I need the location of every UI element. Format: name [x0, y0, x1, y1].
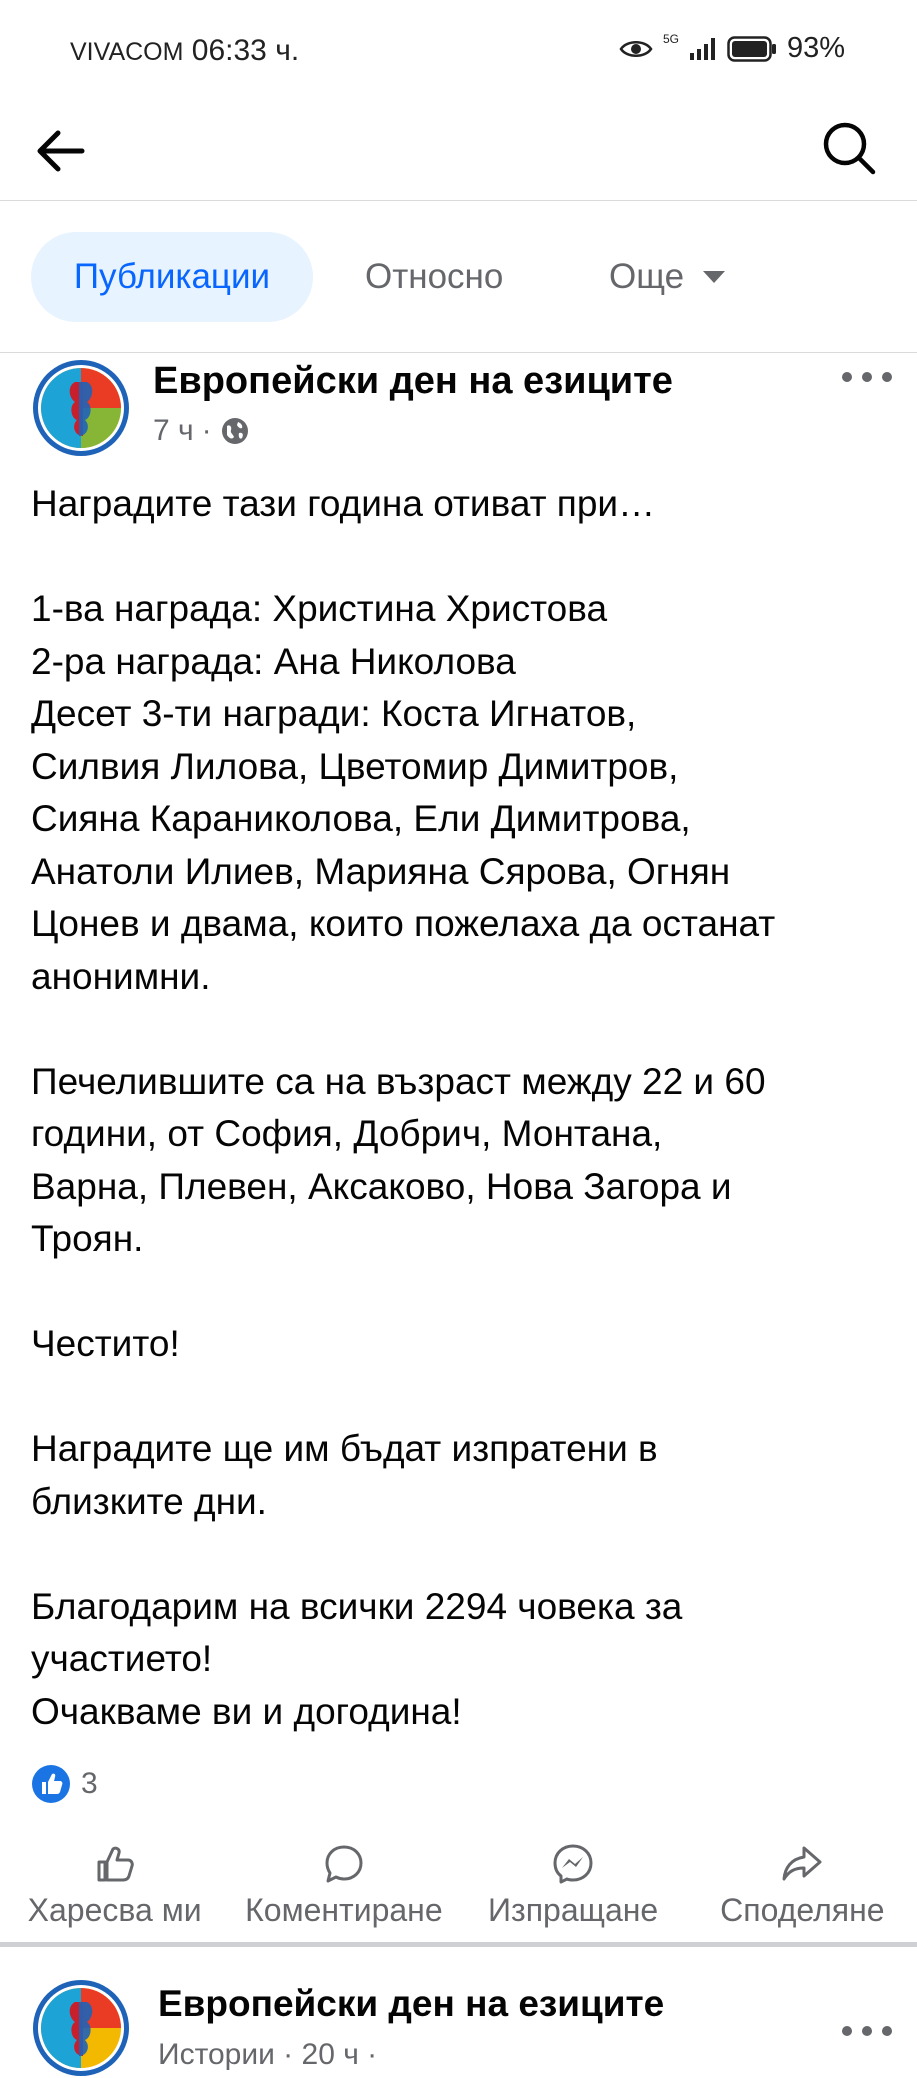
like-label: Харесва ми: [27, 1892, 202, 1928]
battery-level: 93%: [786, 32, 845, 64]
share-button[interactable]: [688, 1842, 917, 1942]
profile-tabs: [0, 200, 917, 353]
comment-label: Коментиране: [245, 1892, 443, 1928]
search-icon: [819, 118, 879, 178]
reaction-count: 3: [81, 1767, 98, 1800]
back-arrow-icon: [30, 120, 92, 182]
post-time[interactable]: 7 ч: [153, 414, 194, 447]
more-options-icon[interactable]: [837, 2016, 897, 2046]
like-button[interactable]: [0, 1842, 229, 1942]
search-button[interactable]: [819, 118, 879, 178]
back-button[interactable]: [30, 120, 92, 182]
post-action-bar: [0, 1842, 917, 1947]
status-right: [619, 32, 845, 65]
page-name[interactable]: Европейски ден на езиците: [158, 1983, 665, 2024]
tab-more[interactable]: [609, 232, 726, 322]
meta-separator: ·: [201, 414, 212, 447]
tab-posts[interactable]: Публикации: [31, 232, 313, 322]
thumbs-up-icon: [93, 1842, 137, 1886]
page-avatar[interactable]: [31, 358, 131, 458]
post-meta: [153, 414, 250, 448]
send-label: Изпращане: [488, 1892, 659, 1928]
tab-more-label: Още: [609, 257, 685, 296]
messenger-icon: [551, 1842, 595, 1886]
page-name[interactable]: Европейски ден на езиците: [153, 360, 673, 402]
top-navigation: [0, 100, 917, 201]
post-header: [0, 352, 917, 462]
carrier-name: VIVACOM: [70, 38, 184, 66]
network-type: 5G: [662, 32, 679, 46]
next-post-header: [0, 1948, 917, 2071]
caret-down-icon: [702, 270, 726, 284]
like-reaction-icon: [31, 1764, 71, 1804]
share-label: Споделяне: [720, 1892, 885, 1928]
comment-button[interactable]: [229, 1842, 458, 1942]
reactions-summary[interactable]: [31, 1764, 98, 1804]
send-button[interactable]: [459, 1842, 688, 1942]
eye-icon: [619, 38, 653, 60]
post-meta: [158, 2038, 377, 2072]
more-options-icon[interactable]: [837, 362, 897, 392]
status-bar: [0, 0, 917, 100]
tab-about[interactable]: Относно: [365, 257, 504, 296]
post-meta-text: Истории · 20 ч ·: [158, 2038, 378, 2071]
comment-icon: [322, 1842, 366, 1886]
signal-icon: [689, 37, 717, 61]
battery-icon: [727, 36, 777, 62]
status-left: [70, 34, 299, 68]
share-icon: [780, 1842, 824, 1886]
globe-icon: [220, 416, 250, 446]
page-avatar[interactable]: [31, 1978, 131, 2078]
post-text: Наградите тази година отиват при… 1-ва награда: Христина Христова 2-ра награда: Ана Николова Десет 3-ти награди: Коста Игнатов, Силвия Лилова, Цветомир Димитров, Сияна Караниколова, Ели Димитрова, Анатоли Илиев, Марияна Сярова, Огнян Цонев и двама, които пожелаха да останат анонимни. Печелившите са на възраст между 22 и 60 години, от София, Добрич, Монтана, Варна, Плевен, Аксаково, Нова Загора и Троян. Честито! Наградите ще им бъдат изпратени в близките дни. Благодарим на всички 2294 човека за участието! Очакваме ви и догодина!: [31, 483, 776, 1732]
clock: 06:33 ч.: [191, 34, 300, 67]
